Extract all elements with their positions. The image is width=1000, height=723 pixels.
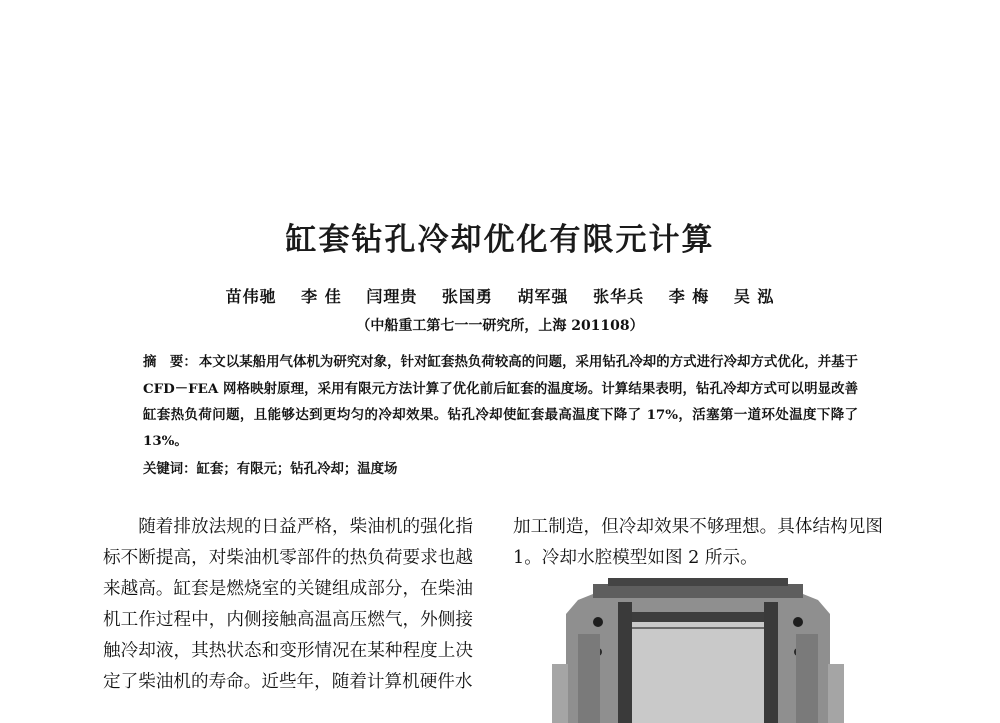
keywords-label: 关键词： [143,462,197,477]
affiliation: （中船重工第七一一研究所，上海 201108） [356,318,644,334]
keywords [143,458,858,481]
author-name: 李 佳 [301,287,342,306]
author-name: 李 梅 [668,287,710,306]
body-column-left: 随着排放法规的日益严格，柴油机的强化指标不断提高，对柴油机零部件的热负荷要求也越来越高。缸套是燃烧室的关键组成部分，在柴油机工作过程中，内侧接触高温高压燃气，外侧接触冷却液，其热状态和变形情况在某种程度上决定了柴油机的寿命。近些年，随着计算机硬件水 [103,517,473,692]
abstract [143,349,858,454]
paper-title: 缸套钻孔冷却优化有限元计算 [285,222,715,258]
author-list [0,284,1000,307]
cylinder-liner-figure [538,574,858,723]
author-name: 胡军强 [517,287,569,306]
keywords-text: 缸套；有限元；钻孔冷却；温度场 [196,461,398,477]
author-name: 张华兵 [593,287,645,306]
author-name: 吴 泓 [733,287,775,306]
abstract-label: 摘 要： [143,355,197,370]
cylinder-liner-drawing [538,574,858,723]
author-name: 苗伟驰 [225,287,277,306]
author-name: 张国勇 [441,287,493,306]
abstract-text: 本文以某船用气体机为研究对象，针对缸套热负荷较高的问题，采用钻孔冷却的方式进行冷却方式优化，并基于 CFD－FEA 网格映射原理，采用有限元方法计算了优化前后缸套的温度场。计算结果表明，钻孔冷却方式可以明显改善缸套热负荷问题，且能够达到更均匀的冷却效果。钻孔冷却使缸套最高温度下降了 17%，活塞第一道环处温度下降了 13%。 [143,354,859,449]
author-name: 闫理贵 [366,287,418,306]
body-column-right: 加工制造，但冷却效果不够理想。具体结构见图 1。冷却水腔模型如图 2 所示。 [513,517,883,568]
